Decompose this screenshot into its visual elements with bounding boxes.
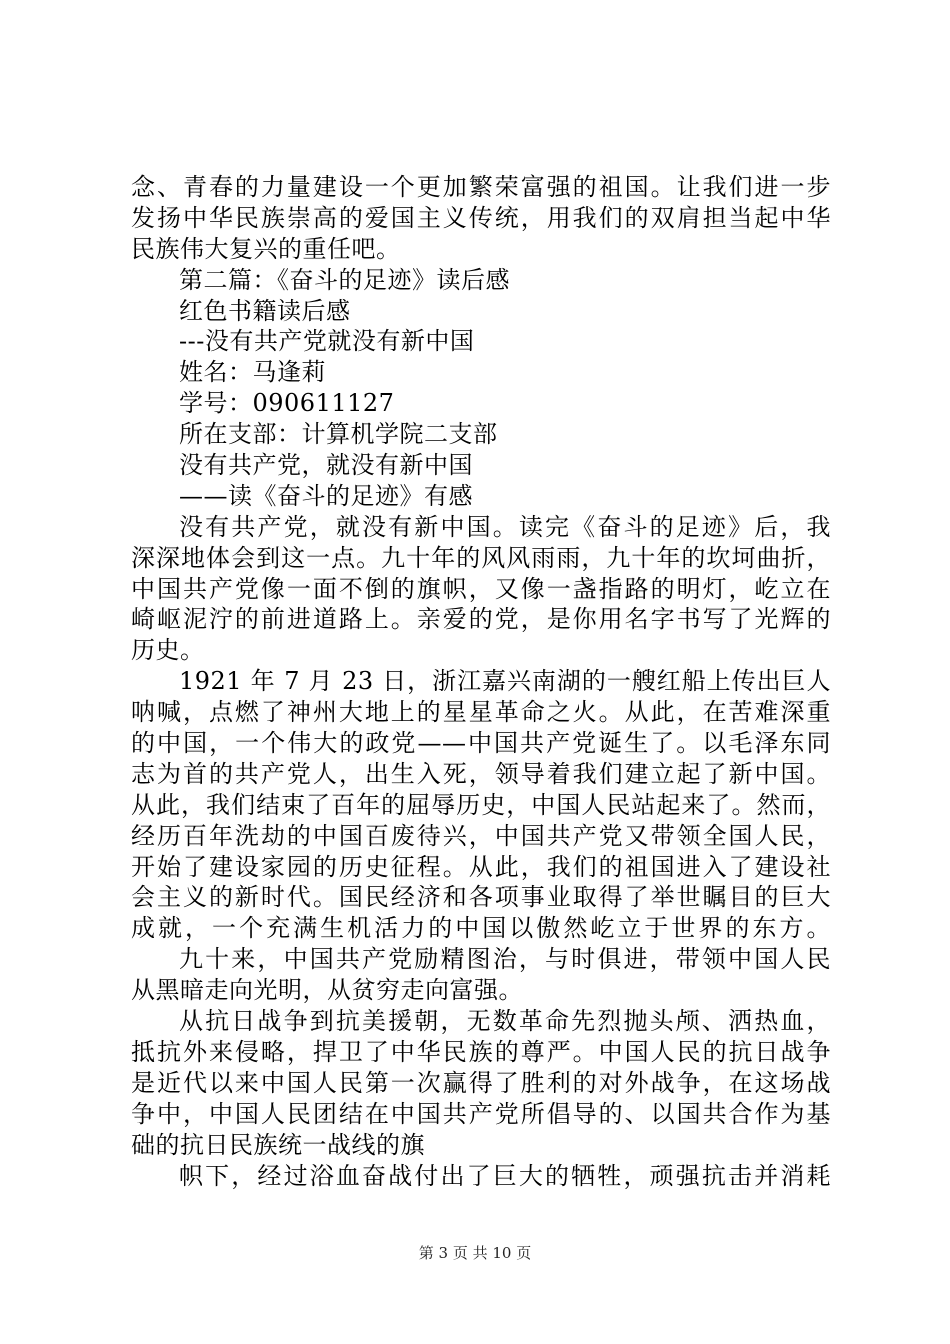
text-line: 九十来，中国共产党励精图治，与时俱进，带领中国人民 xyxy=(179,945,831,974)
text-line: 呐喊，点燃了神州大地上的星星革命之火。从此，在苦难深重 xyxy=(131,698,831,727)
text-line: 志为首的共产党人，出生入死，领导着我们建立起了新中国。 xyxy=(131,759,831,788)
text-line: ---没有共产党就没有新中国 xyxy=(179,327,475,356)
document-body xyxy=(131,172,831,1191)
text-line: 发扬中华民族崇高的爱国主义传统，用我们的双肩担当起中华 xyxy=(131,203,831,232)
text-line: 红色书籍读后感 xyxy=(179,296,351,325)
page-footer: 第 3 页 共 10 页 xyxy=(418,1244,532,1262)
text-line: 深深地体会到这一点。九十年的风风雨雨，九十年的坎坷曲折， xyxy=(131,543,831,572)
text-line: 第二篇：《奋斗的足迹》读后感 xyxy=(179,265,510,294)
text-line: 历史。 xyxy=(131,636,205,665)
text-line: 从黑暗走向光明，从贫穷走向富强。 xyxy=(131,976,523,1005)
text-line: 抵抗外来侵略，捍卫了中华民族的尊严。中国人民的抗日战争 xyxy=(131,1037,831,1066)
text-line: 没有共产党，就没有新中国。读完《奋斗的足迹》后，我 xyxy=(179,512,831,541)
text-line: 1921 年 7 月 23 日，浙江嘉兴南湖的一艘红船上传出巨人 xyxy=(179,667,831,696)
text-line: 民族伟大复兴的重任吧。 xyxy=(131,234,401,263)
text-line: 经历百年洗劫的中国百废待兴，中国共产党又带领全国人民， xyxy=(131,821,831,850)
text-line: 从此，我们结束了百年的屈辱历史，中国人民站起来了。然而， xyxy=(131,790,831,819)
text-line: 是近代以来中国人民第一次赢得了胜利的对外战争，在这场战 xyxy=(131,1068,831,1097)
text-line: 中国共产党像一面不倒的旗帜，又像一盏指路的明灯，屹立在 xyxy=(131,574,831,603)
text-line: ——读《奋斗的足迹》有感 xyxy=(179,481,473,510)
text-line: 的中国，一个伟大的政党——中国共产党诞生了。以毛泽东同 xyxy=(131,729,831,758)
text-line: 没有共产党，就没有新中国 xyxy=(179,451,473,480)
text-line: 争中，中国人民团结在中国共产党所倡导的、以国共合作为基 xyxy=(131,1099,831,1128)
text-line: 从抗日战争到抗美援朝，无数革命先烈抛头颅、洒热血， xyxy=(179,1007,831,1036)
text-line: 开始了建设家园的历史征程。从此，我们的祖国进入了建设社 xyxy=(131,852,831,881)
text-line: 念、青春的力量建设一个更加繁荣富强的祖国。让我们进一步 xyxy=(131,173,831,201)
text-line: 姓名：马逢莉 xyxy=(179,358,326,387)
text-line: 崎岖泥泞的前进道路上。亲爱的党，是你用名字书写了光辉的 xyxy=(131,605,831,634)
text-line: 所在支部：计算机学院二支部 xyxy=(179,420,498,449)
text-line: 会主义的新时代。国民经济和各项事业取得了举世瞩目的巨大 xyxy=(131,883,831,912)
text-line: 成就，一个充满生机活力的中国以傲然屹立于世界的东方。 xyxy=(131,914,831,943)
text-line: 帜下，经过浴血奋战付出了巨大的牺牲，顽强抗击并消耗 xyxy=(179,1161,831,1190)
text-line: 学号：090611127 xyxy=(179,389,395,418)
text-line: 础的抗日民族统一战线的旗 xyxy=(131,1130,425,1159)
